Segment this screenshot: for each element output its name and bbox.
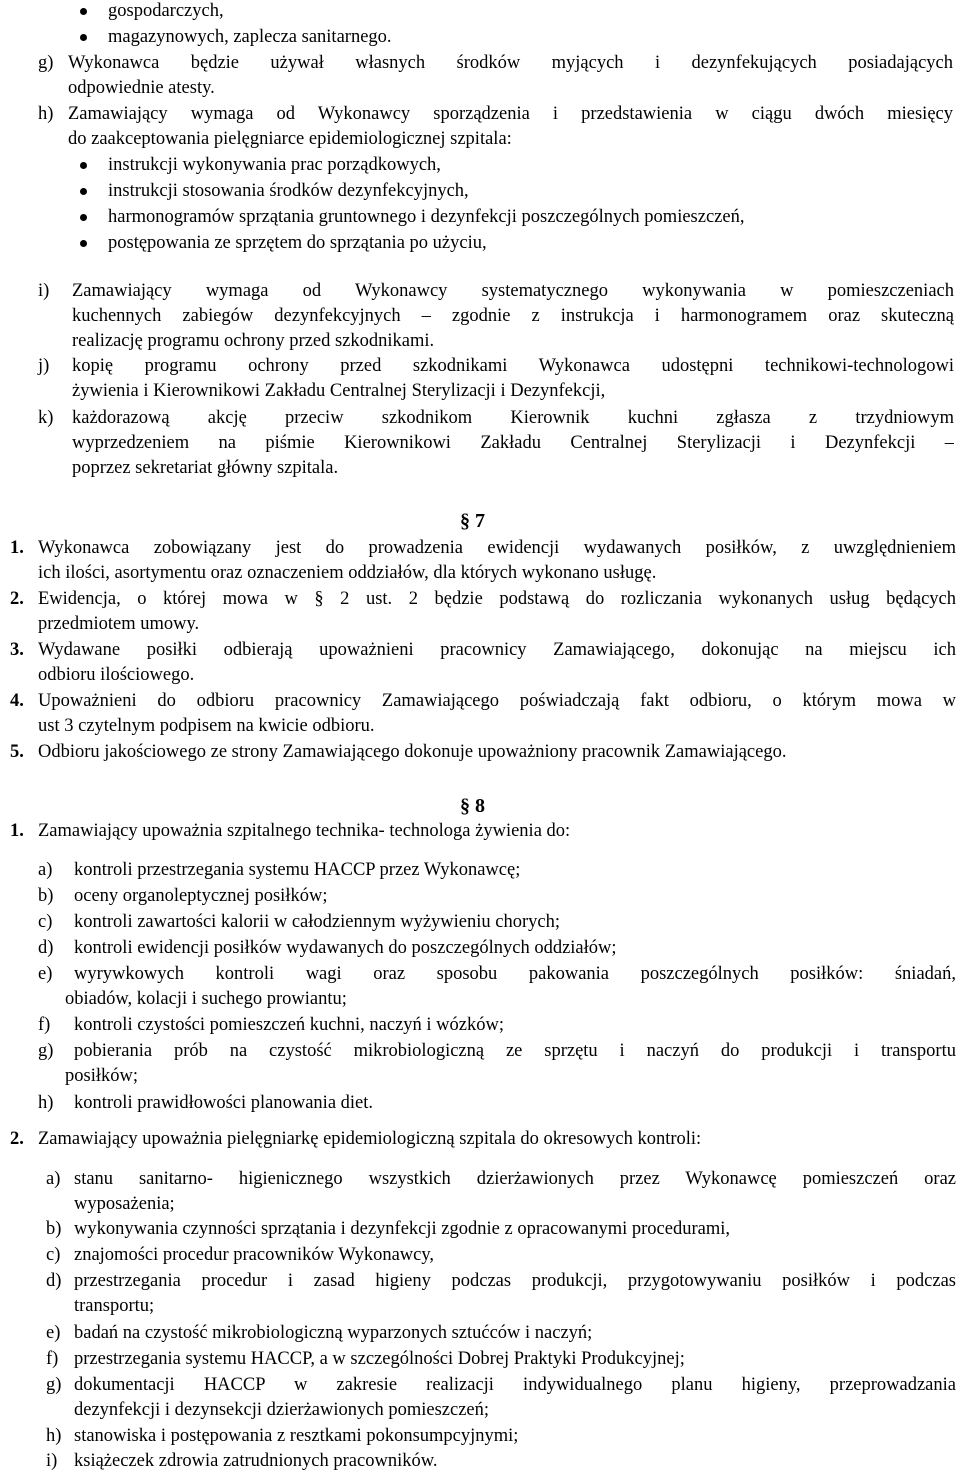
item-label: e) [38, 964, 53, 984]
item-label: h) [38, 1093, 54, 1113]
item-text: wykonywania czynności sprzątania i dezynfekcji zgodnie z opracowanymi procedurami, [74, 1219, 730, 1239]
item-label: g) [46, 1375, 62, 1395]
item-text: kontroli czystości pomieszczeń kuchni, naczyń i wózków; [74, 1015, 504, 1035]
item-text-k: każdorazową akcję przeciw szkodnikom Kierownik kuchni zgłasza z trzydniowym [72, 408, 954, 428]
item-label-h: h) [38, 104, 54, 124]
paragraph-text: Zamawiający upoważnia pielęgniarkę epidemiologiczną szpitala do okresowych kontroli: [38, 1129, 702, 1149]
item-label-i: i) [38, 281, 50, 301]
paragraph-text: Zamawiający upoważnia szpitalnego technika- technologa żywienia do: [38, 821, 571, 841]
bullet-dot [80, 214, 87, 221]
item-text: wyrywkowych kontroli wagi oraz sposobu pakowania poszczególnych posiłków: śniadań, [74, 964, 956, 984]
paragraph-text: Upoważnieni do odbioru pracownicy Zamawiającego poświadczają fakt odbioru, o którym mowa w [38, 691, 956, 711]
item-text-k-cont2: poprzez sekretariat główny szpitala. [72, 458, 339, 478]
item-label: a) [38, 860, 53, 880]
bullet-dot [80, 34, 87, 41]
bullet-dot [80, 188, 87, 195]
bullet-item: postępowania ze sprzętem do sprzątania po użyciu, [108, 233, 487, 253]
item-label: d) [46, 1271, 62, 1291]
item-text: kontroli zawartości kalorii w całodziennym wyżywieniu chorych; [74, 912, 560, 932]
paragraph-text: Odbioru jakościowego ze strony Zamawiającego dokonuje upoważniony pracownik Zamawiającego. [38, 742, 787, 762]
item-text: stanu sanitarno- higienicznego wszystkich dzierżawionych przez Wykonawcę pomieszczeń oraz [74, 1169, 956, 1189]
paragraph-text: Wydawane posiłki odbierają upoważnieni pracownicy Zamawiającego, dokonując na miejscu ich [38, 640, 956, 660]
item-text-cont: wyposażenia; [74, 1194, 175, 1214]
item-text: kontroli przestrzegania systemu HACCP przez Wykonawcę; [74, 860, 521, 880]
item-number: 5. [10, 742, 24, 762]
item-text-g: Wykonawca będzie używał własnych środków myjących i dezynfekujących posiadających [68, 53, 953, 73]
item-text: dokumentacji HACCP w zakresie realizacji indywidualnego planu higieny, przeprowadzania [74, 1375, 956, 1395]
paragraph-text: ust 3 czytelnym podpisem na kwicie odbioru. [38, 716, 375, 736]
item-label: g) [38, 1041, 54, 1061]
item-label: e) [46, 1323, 61, 1343]
item-label-k: k) [38, 408, 54, 428]
item-text-cont: obiadów, kolacji i suchego prowiantu; [65, 989, 347, 1009]
item-text-cont: dezynfekcji i dezynsekcji dzierżawionych pomieszczeń; [74, 1400, 490, 1420]
paragraph-text: odbioru ilościowego. [38, 665, 195, 685]
item-number: 1. [10, 538, 24, 558]
section-heading-7: § 7 [460, 510, 485, 532]
bullet-item: harmonogramów sprzątania gruntownego i dezynfekcji poszczególnych pomieszczeń, [108, 207, 745, 227]
item-text: stanowiska i postępowania z resztkami pokonsumpcyjnymi; [74, 1426, 519, 1446]
paragraph-text: Wykonawca zobowiązany jest do prowadzenia ewidencji wydawanych posiłków, z uwzględnieniem [38, 538, 956, 558]
item-text: znajomości procedur pracowników Wykonawcy, [74, 1245, 435, 1265]
item-number: 2. [10, 1129, 24, 1149]
bullet-dot [80, 162, 87, 169]
item-number: 4. [10, 691, 24, 711]
bullet-item: instrukcji stosowania środków dezynfekcyjnych, [108, 181, 469, 201]
item-text-h: Zamawiający wymaga od Wykonawcy sporządzenia i przedstawienia w ciągu dwóch miesięcy [68, 104, 953, 124]
item-number: 2. [10, 589, 24, 609]
item-label: c) [46, 1245, 61, 1265]
item-label-j: j) [38, 356, 50, 376]
bullet-item: gospodarczych, [108, 1, 224, 21]
item-text-j: kopię programu ochrony przed szkodnikami Wykonawca udostępni technikowi-technologowi [72, 356, 954, 376]
item-label: h) [46, 1426, 62, 1446]
item-label: f) [46, 1349, 59, 1369]
item-text: badań na czystość mikrobiologiczną wyparzonych sztućców i naczyń; [74, 1323, 593, 1343]
section-heading-8: § 8 [460, 795, 485, 817]
item-text-i-cont2: realizację programu ochrony przed szkodnikami. [72, 331, 435, 351]
item-text-h-cont: do zaakceptowania pielęgniarce epidemiologicznej szpitala: [68, 129, 512, 149]
item-text-cont: transportu; [74, 1296, 155, 1316]
item-text-j-cont: żywienia i Kierownikowi Zakładu Centralnej Sterylizacji i Dezynfekcji, [72, 381, 606, 401]
paragraph-text: Ewidencja, o której mowa w § 2 ust. 2 będzie podstawą do rozliczania wykonanych usług będących [38, 589, 956, 609]
item-text: kontroli prawidłowości planowania diet. [74, 1093, 374, 1113]
item-label: f) [38, 1015, 51, 1035]
item-label: d) [38, 938, 54, 958]
item-label: b) [46, 1219, 62, 1239]
item-label: b) [38, 886, 54, 906]
item-text: pobierania prób na czystość mikrobiologiczną ze sprzętu i naczyń do produkcji i transportu [74, 1041, 956, 1061]
item-text-cont: posiłków; [65, 1066, 138, 1086]
item-text-i: Zamawiający wymaga od Wykonawcy systematycznego wykonywania w pomieszczeniach [72, 281, 954, 301]
item-label: a) [46, 1169, 61, 1189]
item-number: 1. [10, 821, 24, 841]
item-text-i-cont: kuchennych zabiegów dezynfekcyjnych – zgodnie z instrukcja i harmonogramem oraz skuteczną [72, 306, 954, 326]
item-text: oceny organoleptycznej posiłków; [74, 886, 328, 906]
paragraph-text: przedmiotem umowy. [38, 614, 200, 634]
item-label: i) [46, 1451, 58, 1471]
item-number: 3. [10, 640, 24, 660]
paragraph-text: ich ilości, asortymentu oraz oznaczeniem oddziałów, dla których wykonano usługę. [38, 563, 657, 583]
item-text: kontroli ewidencji posiłków wydawanych do poszczególnych oddziałów; [74, 938, 617, 958]
item-text: książeczek zdrowia zatrudnionych pracowników. [74, 1451, 438, 1471]
bullet-item: instrukcji wykonywania prac porządkowych, [108, 155, 441, 175]
item-label: c) [38, 912, 53, 932]
bullet-dot [80, 8, 87, 15]
item-text: przestrzegania systemu HACCP, a w szczególności Dobrej Praktyki Produkcyjnej; [74, 1349, 685, 1369]
item-label-g: g) [38, 53, 54, 73]
item-text: przestrzegania procedur i zasad higieny podczas produkcji, przygotowywaniu posiłków i podczas [74, 1271, 956, 1291]
item-text-k-cont: wyprzedzeniem na piśmie Kierownikowi Zakładu Centralnej Sterylizacji i Dezynfekcji – [72, 433, 954, 453]
bullet-dot [80, 240, 87, 247]
item-text-g-cont: odpowiednie atesty. [68, 78, 215, 98]
bullet-item: magazynowych, zaplecza sanitarnego. [108, 27, 392, 47]
